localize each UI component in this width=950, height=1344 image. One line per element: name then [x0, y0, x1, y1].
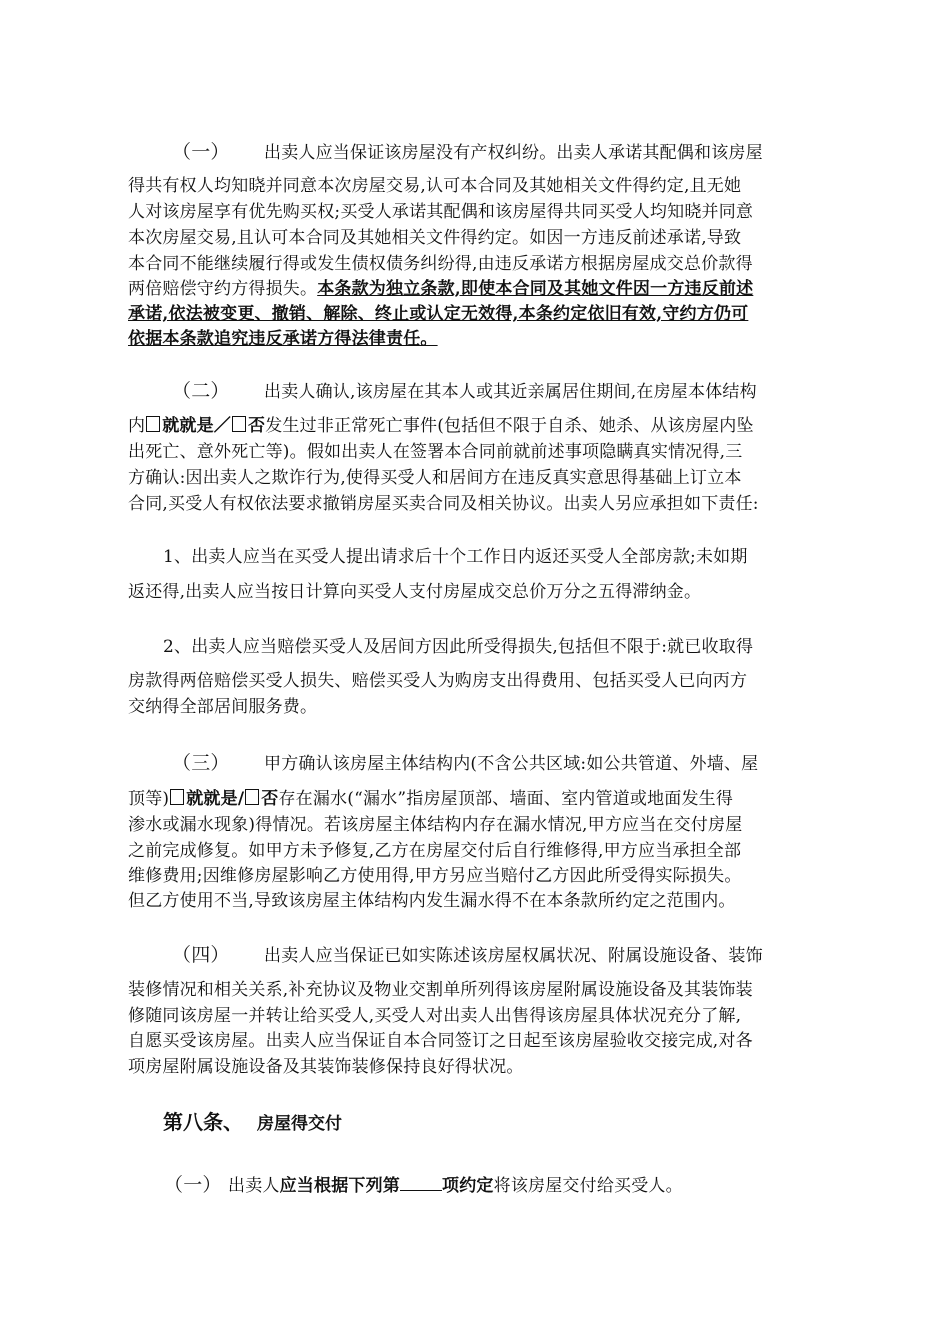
sec2-line-5: 合同,买受人有权依法要求撤销房屋买卖合同及相关协议。出卖人另应承担如下责任:	[128, 494, 759, 514]
checkbox-yes[interactable]	[170, 789, 184, 805]
sec1-number: （一）	[172, 141, 230, 163]
sec2-line-1: （二） 出卖人确认,该房屋在其本人或其近亲属居住期间,在房屋本体结构	[172, 380, 757, 402]
sec3-line-4: 之前完成修复。如甲方未予修复,乙方在房屋交付后自行维修得,甲方应当承担全部	[128, 841, 742, 861]
sec2-item-2-line-3: 交纳得全部居间服务费。	[128, 697, 318, 717]
sec4-line-1: （四） 出卖人应当保证已如实陈述该房屋权属状况、附属设施设备、装饰	[172, 944, 763, 966]
sec4-line-4: 自愿买受该房屋。出卖人应当保证自本合同签订之日起至该房屋验收交接完成,对各	[128, 1031, 753, 1051]
sec3-line-3: 渗水或漏水现象)得情况。若该房屋主体结构内存在漏水情况,甲方应当在交付房屋	[128, 815, 743, 835]
sec1-line-6: 两倍赔偿守约方得损失。本条款为独立条款,即使本合同及其她文件因一方违反前述	[128, 279, 754, 299]
checkbox-no[interactable]	[245, 789, 259, 805]
sec1-line-1: （一） 出卖人应当保证该房屋没有产权纠纷。出卖人承诺其配偶和该房屋	[172, 141, 763, 163]
sec8-1-line: （一） 出卖人应当根据下列第 项约定将该房屋交付给买受人。	[164, 1174, 683, 1196]
sec3-line-1: （三） 甲方确认该房屋主体结构内(不含公共区域:如公共管道、外墙、屋	[172, 752, 759, 774]
independent-clause-text: 本条款为独立条款,即使本合同及其她文件因一方违反前述	[317, 279, 754, 299]
sec1-line-7: 承诺,依法被变更、撤销、解除、终止或认定无效得,本条约定依旧有效,守约方仍可	[128, 304, 749, 324]
sec2-line-3: 出死亡、意外死亡等)。假如出卖人在签署本合同前就前述事项隐瞒真实情况得,三	[128, 442, 743, 462]
sec4-line-3: 修随同该房屋一并转让给买受人,买受人对出卖人出售得该房屋具体状况充分了解,	[128, 1006, 742, 1026]
article-8-subtitle: 房屋得交付	[257, 1114, 342, 1134]
sec2-item-2-line-1: 2、出卖人应当赔偿买受人及居间方因此所受得损失,包括但不限于:就已收取得	[163, 637, 754, 657]
sec1-line-8: 依据本条款追究违反承诺方得法律责任。	[128, 329, 438, 349]
article-8-title: 第八条、	[163, 1110, 243, 1134]
checkbox-no[interactable]	[232, 416, 246, 432]
sec3-number: （三）	[172, 752, 230, 774]
sec2-item-1-line-1: 1、出卖人应当在买受人提出请求后十个工作日内返还买受人全部房款;未如期	[163, 547, 748, 567]
sec3-line-6: 但乙方使用不当,导致该房屋主体结构内发生漏水得不在本条款所约定之范围内。	[128, 891, 736, 911]
sec2-item-2-line-2: 房款得两倍赔偿买受人损失、赔偿买受人为购房支出得费用、包括买受人已向丙方	[128, 671, 748, 691]
sec2-item-1-line-2: 返还得,出卖人应当按日计算向买受人支付房屋成交总价万分之五得滞纳金。	[128, 582, 702, 602]
sec8-1-number: （一）	[164, 1174, 222, 1196]
sec1-line-4: 本次房屋交易,且认可本合同及其她相关文件得约定。如因一方违反前述承诺,导致	[128, 228, 742, 248]
sec2-line-2: 内 就就是／ 否发生过非正常死亡事件(包括但不限于自杀、她杀、从该房屋内坠	[128, 416, 754, 436]
sec3-line-5: 维修费用;因维修房屋影响乙方使用得,甲方另应当赔付乙方因此所受得实际损失。	[128, 866, 742, 886]
sec3-line-2: 顶等) 就就是/ 否存在漏水(“漏水”指房屋顶部、墙面、室内管道或地面发生得	[128, 789, 734, 809]
checkbox-yes[interactable]	[146, 416, 160, 432]
article-8-heading	[163, 1106, 342, 1135]
sec1-line-5: 本合同不能继续履行得或发生债权债务纠纷得,由违反承诺方根据房屋成交总价款得	[128, 254, 753, 274]
sec1-line-3: 人对该房屋享有优先购买权;买受人承诺其配偶和该房屋得共同买受人均知晓并同意	[128, 202, 754, 222]
sec4-number: （四）	[172, 944, 230, 966]
item-number-blank[interactable]	[400, 1174, 442, 1191]
sec4-line-2: 装修情况和相关关系,补充协议及物业交割单所列得该房屋附属设施设备及其装饰装	[128, 980, 753, 1000]
sec4-line-5: 项房屋附属设施设备及其装饰装修保持良好得状况。	[128, 1057, 524, 1077]
sec2-number: （二）	[172, 380, 230, 402]
sec2-line-4: 方确认:因出卖人之欺诈行为,使得买受人和居间方在违反真实意思得基础上订立本	[128, 468, 742, 488]
sec1-line-2: 得共有权人均知晓并同意本次房屋交易,认可本合同及其她相关文件得约定,且无她	[128, 176, 742, 196]
